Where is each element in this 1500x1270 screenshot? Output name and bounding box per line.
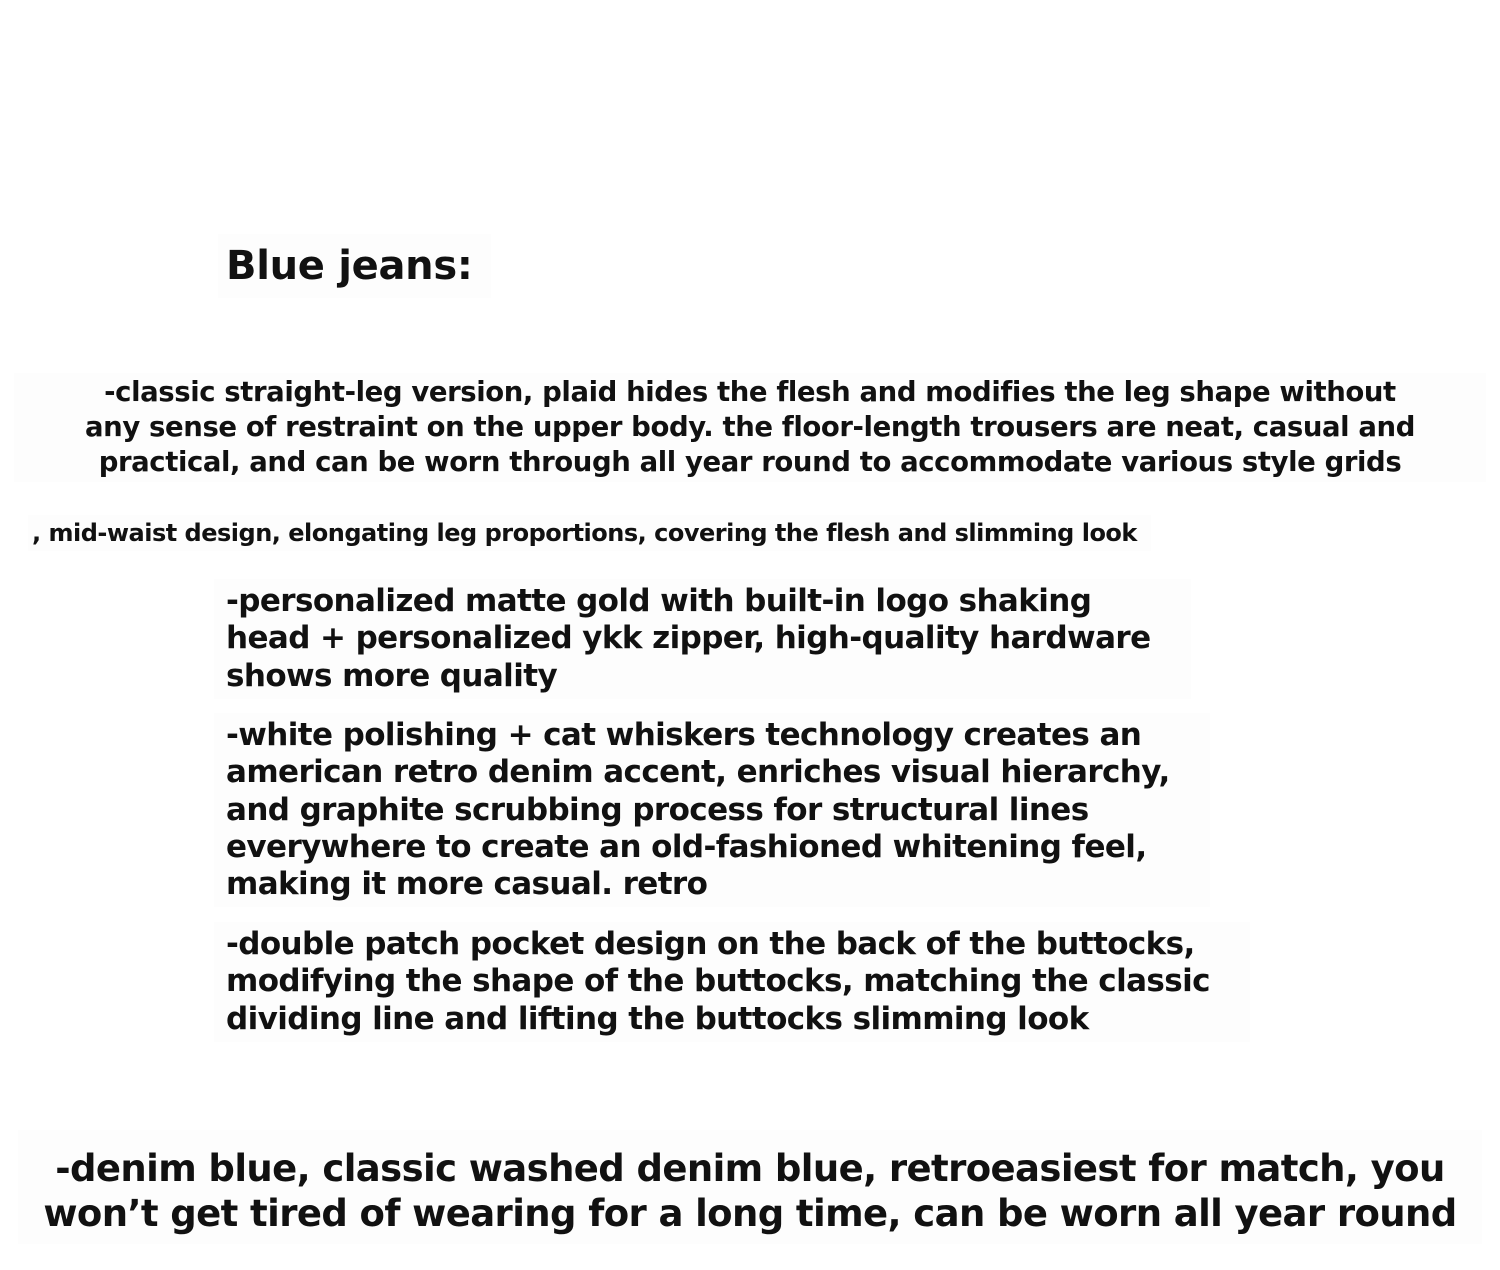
- page-title: Blue jeans:: [218, 234, 491, 298]
- intro-line: -classic straight-leg version, plaid hides the flesh and modifies the leg shape without: [104, 376, 1396, 408]
- closing-paragraph: [18, 1130, 1482, 1244]
- feature-wash-finish: [214, 713, 1210, 907]
- feature-line: american retro denim accent, enriches visual hierarchy,: [226, 754, 1170, 791]
- feature-line: -double patch pocket design on the back of the buttocks,: [226, 926, 1195, 962]
- feature-line: head + personalized ykk zipper, high-quality hardware: [226, 620, 1151, 657]
- intro-tail-line: , mid-waist design, elongating leg proportions, covering the flesh and slimming look: [28, 515, 1151, 551]
- intro-line: practical, and can be worn through all year round to accommodate various style grids: [98, 446, 1402, 478]
- feature-line: modifying the shape of the buttocks, matching the classic: [226, 963, 1210, 1000]
- feature-line: shows more quality: [226, 657, 558, 694]
- feature-line: -white polishing + cat whiskers technology creates an: [226, 717, 1142, 753]
- feature-line: -personalized matte gold with built-in logo shaking: [226, 583, 1092, 619]
- feature-line: dividing line and lifting the buttocks slimming look: [226, 1000, 1089, 1037]
- feature-line: making it more casual. retro: [226, 866, 708, 903]
- intro-line: any sense of restraint on the upper body. the floor-length trousers are neat, casual and: [85, 411, 1415, 443]
- feature-line: and graphite scrubbing process for structural lines: [226, 791, 1089, 828]
- closing-line: won’t get tired of wearing for a long time, can be worn all year round: [43, 1192, 1457, 1235]
- intro-paragraph: [14, 373, 1486, 482]
- feature-line: everywhere to create an old-fashioned whitening feel,: [226, 828, 1147, 865]
- feature-zipper-hardware: [214, 579, 1191, 699]
- closing-line: -denim blue, classic washed denim blue, retroeasiest for match, you: [55, 1147, 1445, 1190]
- feature-back-pockets: [214, 922, 1250, 1042]
